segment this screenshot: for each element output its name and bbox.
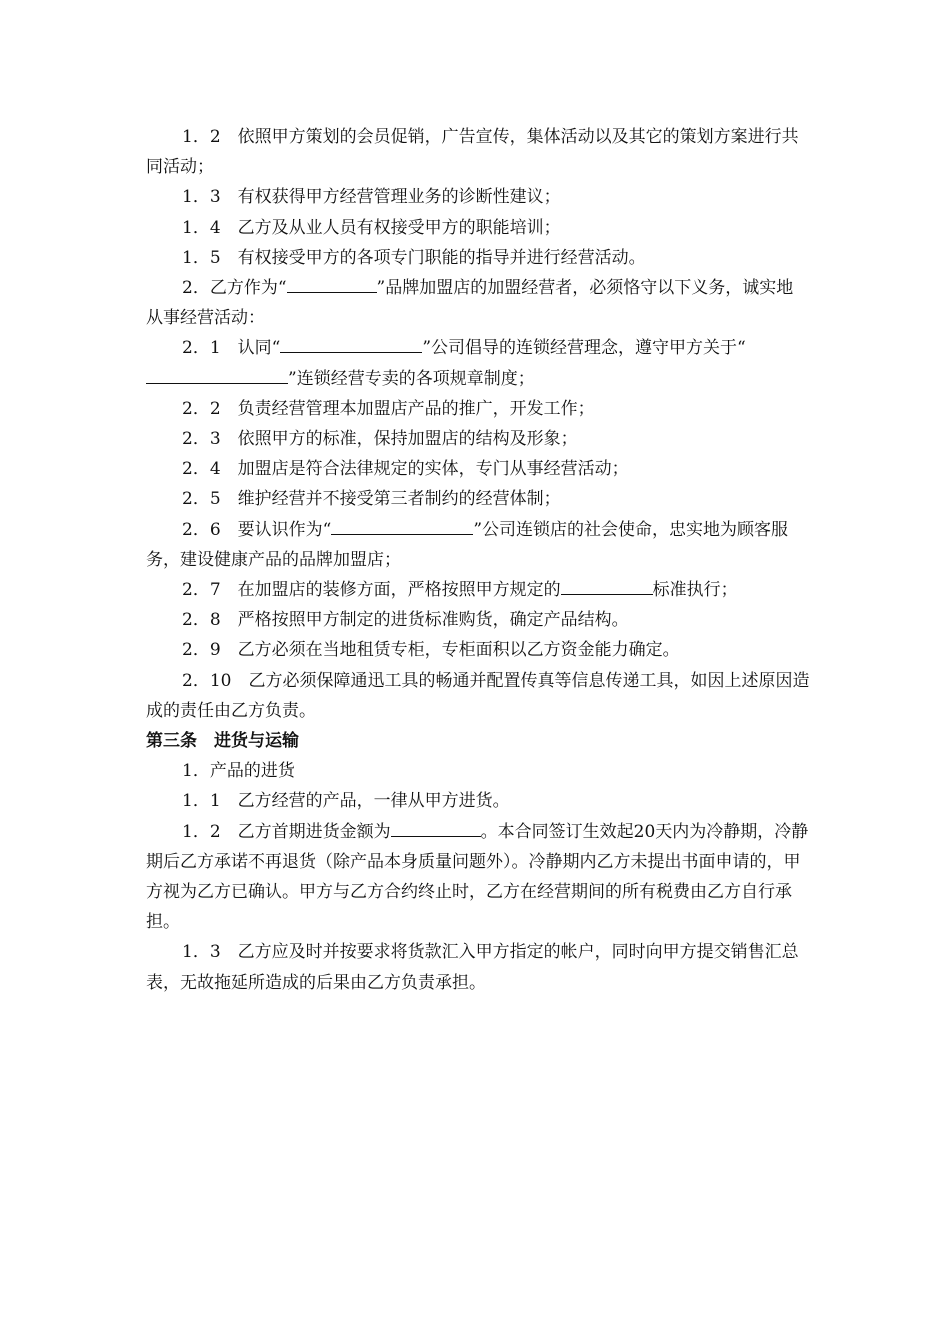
clause-3-1-3: 1．3 乙方应及时并按要求将货款汇入甲方指定的帐户，同时向甲方提交销售汇总表，无故拖延所造成的后果由乙方负责承担。: [146, 942, 799, 993]
clause-1-3: 1．3 有权获得甲方经营管理业务的诊断性建议；: [182, 187, 561, 208]
clause-2-6-after: ”公司连锁店的社会使命，忠实地为顾客服务，建设健康产品的品牌加盟店；: [146, 519, 789, 570]
clause-2-9: 2．9 乙方必须在当地租赁专柜，专柜面积以乙方资金能力确定。: [182, 640, 680, 661]
company-blank-2[interactable]: [146, 366, 288, 384]
clause-2-2: 2．2 负责经营管理本加盟店产品的推广，开发工作；: [182, 398, 595, 419]
clause-3-1-1: 1．1 乙方经营的产品，一律从甲方进货。: [182, 791, 510, 812]
clause-2-1-after: ”连锁经营专卖的各项规章制度；: [288, 368, 535, 389]
clause-2: [146, 273, 810, 333]
clause-2-3: 2．3 依照甲方的标准，保持加盟店的结构及形象；: [182, 429, 578, 450]
clause-2-7-before: 2．7 在加盟店的装修方面，严格按照甲方规定的: [182, 580, 561, 601]
clause-2-6: [146, 515, 810, 575]
clause-3-1: 1．产品的进货: [182, 761, 295, 782]
clause-2-10: 2．10 乙方必须保障通迅工具的畅通并配置传真等信息传递工具，如因上述原因造成的责任由乙方负责。: [146, 670, 810, 721]
clause-1-5: 1．5 有权接受甲方的各项专门职能的指导并进行经营活动。: [182, 247, 646, 268]
document-page: [146, 122, 810, 998]
clause-2-1: [146, 333, 810, 393]
company-blank-1[interactable]: [280, 335, 422, 353]
clause-2-7-after: 标准执行；: [652, 580, 738, 601]
amount-blank[interactable]: [391, 819, 481, 837]
clause-3-1-2-before: 1．2 乙方首期进货金额为: [182, 821, 391, 842]
clause-2-1-before: 2．1 认同“: [182, 338, 281, 359]
clause-2-after: ”品牌加盟店的加盟经营者，必须恪守以下义务，诚实地从事经营活动：: [146, 278, 794, 329]
clause-1-2: 1．2 依照甲方策划的会员促销，广告宣传，集体活动以及其它的策划方案进行共同活动；: [146, 127, 799, 178]
clause-2-before: 2．乙方作为“: [182, 278, 287, 299]
clause-2-4: 2．4 加盟店是符合法律规定的实体，专门从事经营活动；: [182, 459, 629, 480]
clause-3-1-2: [146, 817, 810, 938]
clause-2-8: 2．8 严格按照甲方制定的进货标准购货，确定产品结构。: [182, 610, 629, 631]
clause-1-4: 1．4 乙方及从业人员有权接受甲方的职能培训；: [182, 217, 561, 238]
clause-2-1-middle: ”公司倡导的连锁经营理念，遵守甲方关于“: [422, 338, 746, 359]
article-3-heading: 第三条 进货与运输: [146, 731, 299, 752]
clause-2-5: 2．5 维护经营并不接受第三者制约的经营体制；: [182, 489, 561, 510]
clause-2-6-before: 2．6 要认识作为“: [182, 519, 332, 540]
company-blank-3[interactable]: [331, 517, 473, 535]
brand-blank[interactable]: [287, 275, 377, 293]
standard-blank[interactable]: [561, 577, 653, 595]
clause-3-1-2-after: 。本合同签订生效起20天内为冷静期，冷静期后乙方承诺不再退货（除产品本身质量问题外）。冷静期内乙方未提出书面申请的，甲方视为乙方已确认。甲方与乙方合约终止时，乙方在经营期间的所有税费由乙方自行承担。: [146, 821, 809, 933]
clause-2-7: [146, 575, 810, 605]
